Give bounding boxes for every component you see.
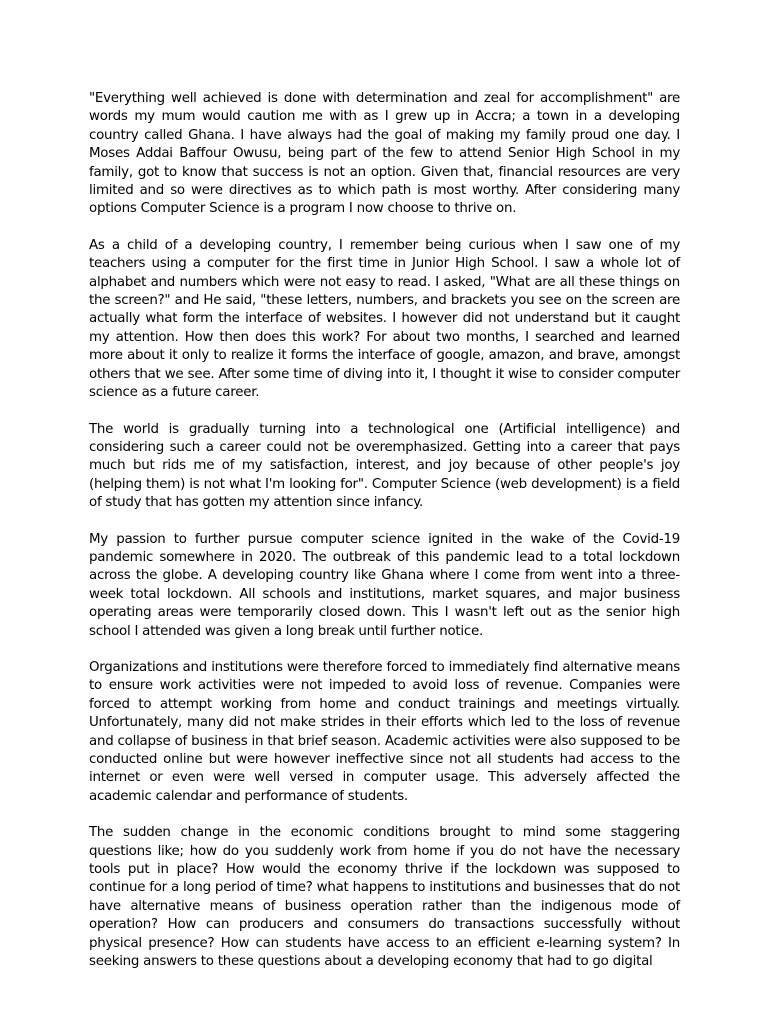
paragraph-5: Organizations and institutions were therefore forced to immediately find alternative means to ensure work activities were not impeded to avoid loss of revenue. Companies were forced to attempt working from home and conduct trainings and meetings virtually. Unfortunately, many did not make strides in their efforts which led to the loss of revenue and collapse of business in that brief season. Academic activities were also supposed to be conducted online but were however ineffective since not all students had access to the internet or even were well versed in computer usage. This adversely affected the academic calendar and performance of students.: [89, 659, 680, 804]
paragraph-1: "Everything well achieved is done with determination and zeal for accomplishment" are words my mum would caution me with as I grew up in Accra; a town in a developing country called Ghana. I have always had the goal of making my family proud one day. I Moses Addai Baffour Owusu, being part of the few to attend Senior High School in my family, got to know that success is not an option. Given that, financial resources are very limited and so were directives as to which path is most worthy. After considering many options Computer Science is a program I now choose to thrive on.: [89, 91, 680, 217]
paragraph-3: The world is gradually turning into a technological one (Artificial intelligence) and considering such a career could not be overemphasized. Getting into a career that pays much but rids me of my satisfaction, interest, and joy because of other people's joy (helping them) is not what I'm looking for". Computer Science (web development) is a field of study that has gotten my attention since infancy.: [89, 421, 680, 511]
paragraph-4: My passion to further pursue computer science ignited in the wake of the Covid-19 pandemic somewhere in 2020. The outbreak of this pandemic lead to a total lockdown across the globe. A developing country like Ghana where I come from went into a three-week total lockdown. All schools and institutions, market squares, and major business operating areas were temporarily closed down. This I wasn't left out as the senior high school I attended was given a long break until further notice.: [89, 531, 680, 639]
paragraph-6: The sudden change in the economic conditions brought to mind some staggering questions like; how do you suddenly work from home if you do not have the necessary tools put in place? How would the economy thrive if the lockdown was supposed to continue for a long period of time? what happens to institutions and businesses that do not have alternative means of business operation rather than the indigenous mode of operation? How can producers and consumers do transactions successfully without physical presence? How can students have access to an efficient e-learning system? In seeking answers to these questions about a developing economy that had to go digital: [89, 825, 680, 970]
document-body: [89, 90, 680, 989]
paragraph-2: As a child of a developing country, I remember being curious when I saw one of my teachers using a computer for the first time in Junior High School. I saw a whole lot of alphabet and numbers which were not easy to read. I asked, "What are all these things on the screen?" and He said, "these letters, numbers, and brackets you see on the screen are actually what form the interface of websites. I however did not understand but it caught my attention. How then does this work? For about two months, I searched and learned more about it only to realize it forms the interface of google, amazon, and brave, amongst others that we see. After some time of diving into it, I thought it wise to consider computer science as a future career.: [89, 237, 680, 401]
